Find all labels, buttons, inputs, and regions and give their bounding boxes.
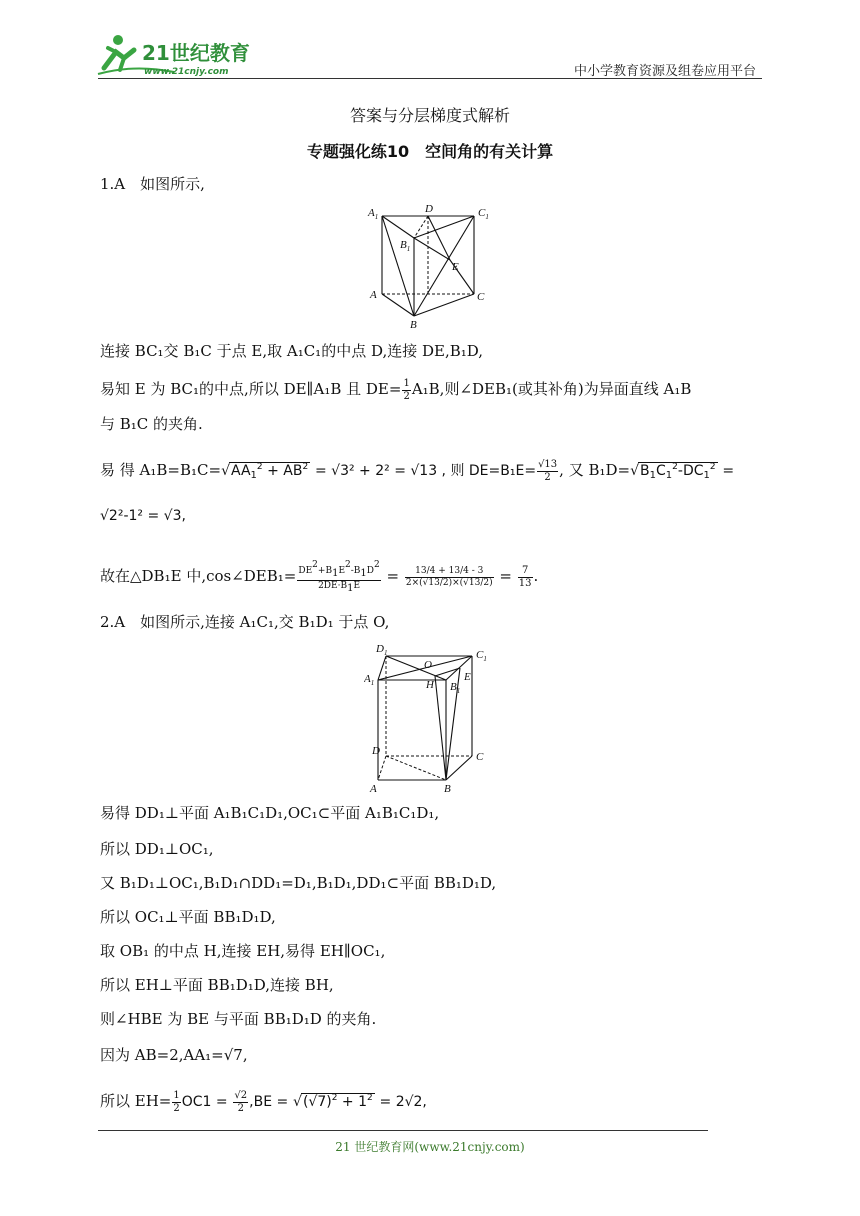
label-A1: $A_1$	[368, 207, 379, 221]
q1-line-2a: 易知 E 为 BC₁的中点,所以 DE∥A₁B 且 DE=	[100, 380, 402, 398]
fraction-half-2: $\frac{1}{2}$	[173, 1090, 180, 1114]
label-E-2: E	[464, 671, 471, 683]
q2-answer-label: 2.A 如图所示,连接 A₁C₁,交 B₁D₁ 于点 O,	[100, 613, 390, 631]
q2-line-9c: ,BE =	[249, 1094, 289, 1110]
q1-line-4d: =	[722, 463, 735, 479]
q2-line-9b: OC1 =	[181, 1094, 228, 1110]
cos-formula-fraction: $\frac{DE^2+B_1E^2-B_1D^2}{2DE\cdot B_1E}$	[298, 560, 380, 594]
label-O: O	[424, 659, 432, 671]
q1-line-3: 与 B₁C 的夹角.	[100, 415, 203, 433]
q2-line-4: 所以 OC₁⊥平面 BB₁D₁D,	[100, 908, 276, 926]
footer-divider	[98, 1130, 708, 1131]
q2-line-3: 又 B₁D₁⊥OC₁,B₁D₁∩DD₁=D₁,B₁D₁,DD₁⊂平面 BB₁D₁D,	[100, 874, 497, 892]
sqrt-b1c1-dc1: $√B_1C_1^2-DC_1^2$	[630, 462, 716, 481]
fraction-sqrt13-2: $\frac{√13}{2}$	[538, 459, 558, 483]
q1-line-4b: = √3² + 2² = √13 , 则 DE=B₁E=	[314, 463, 537, 479]
q2-line-6: 所以 EH⊥平面 BB₁D₁D,连接 BH,	[100, 976, 334, 994]
q2-line-5: 取 OB₁ 的中点 H,连接 EH,易得 EH∥OC₁,	[100, 942, 386, 960]
q2-line-1: 易得 DD₁⊥平面 A₁B₁C₁D₁,OC₁⊂平面 A₁B₁C₁D₁,	[100, 804, 440, 822]
label-B1: $B_1$	[400, 239, 411, 253]
q1-line-2	[100, 378, 691, 402]
label-D-2: D	[372, 745, 380, 757]
label-B-2: B	[444, 783, 451, 795]
q1-line-2b: A₁B,则∠DEB₁(或其补角)为异面直线 A₁B	[411, 380, 692, 398]
q1-eq-2: =	[499, 567, 512, 585]
logo-url: www.21cnjy.com	[144, 67, 229, 77]
section-title: 专题强化练10 空间角的有关计算	[306, 142, 554, 161]
logo-text: 21世纪教育	[142, 41, 250, 65]
q2-line-2: 所以 DD₁⊥OC₁,	[100, 840, 214, 858]
label-C1: $C_1$	[478, 207, 489, 221]
q1-prism-figure	[364, 202, 496, 330]
q1-answer-label: 1.A 如图所示,	[100, 175, 205, 193]
platform-name: 中小学教育资源及组卷应用平台	[573, 64, 756, 79]
q1-line-5: √2²-1² = √3,	[100, 508, 186, 524]
q2-line-9d: = 2√2,	[379, 1094, 427, 1110]
q1-line-4	[100, 459, 734, 483]
label-A: A	[370, 289, 377, 301]
header-divider	[98, 78, 762, 79]
site-logo	[94, 30, 264, 78]
q2-line-9a: 所以 EH=	[100, 1092, 172, 1110]
sqrt-be: $√(√7)^2 + 1^2$	[293, 1093, 373, 1110]
label-B: B	[410, 319, 417, 330]
q1-line-4a: 易 得 A₁B=B₁C=	[100, 461, 222, 479]
page-title: 答案与分层梯度式解析	[349, 106, 510, 125]
q2-line-9	[100, 1090, 427, 1114]
fraction-half: $\frac{1}{2}$	[403, 378, 410, 402]
label-E: E	[452, 261, 459, 273]
q1-period: .	[533, 567, 539, 585]
label-D: D	[425, 203, 433, 215]
label-A-2: A	[370, 783, 377, 795]
label-C1-2: $C_1$	[476, 649, 487, 663]
q2-line-7: 则∠HBE 为 BE 与平面 BB₁D₁D 的夹角.	[100, 1010, 377, 1028]
q1-line-1: 连接 BC₁交 B₁C 于点 E,取 A₁C₁的中点 D,连接 DE,B₁D,	[100, 342, 484, 360]
q2-prism-figure	[364, 640, 504, 796]
q1-line-6a: 故在△DB₁E 中,cos∠DEB₁=	[100, 567, 297, 585]
q2-line-8: 因为 AB=2,AA₁=√7,	[100, 1046, 248, 1064]
q1-line-6	[100, 560, 538, 594]
label-C: C	[477, 291, 485, 303]
label-C-2: C	[476, 751, 484, 763]
label-B1-2: $B_1$	[450, 681, 461, 695]
fraction-sqrt2-2: $\frac{√2}{2}$	[234, 1090, 248, 1114]
label-D1: $D_1$	[376, 643, 388, 657]
q1-line-4c: , 又 B₁D=	[559, 461, 631, 479]
sqrt-aa1-ab: $√AA_1^2 + AB^2$	[221, 462, 309, 481]
label-H: H	[426, 679, 434, 691]
q1-eq-1: =	[386, 567, 400, 585]
footer-link[interactable]: 21 世纪教育网(www.21cnjy.com)	[335, 1140, 525, 1154]
label-A1-2: $A_1$	[364, 673, 375, 687]
cos-substituted-fraction: $\frac{13/4 + 13/4 - 3}{2\times(√13/2)\times(√13/2)}$	[405, 566, 493, 588]
fraction-7-13: $\frac{7}{13}$	[518, 565, 532, 589]
